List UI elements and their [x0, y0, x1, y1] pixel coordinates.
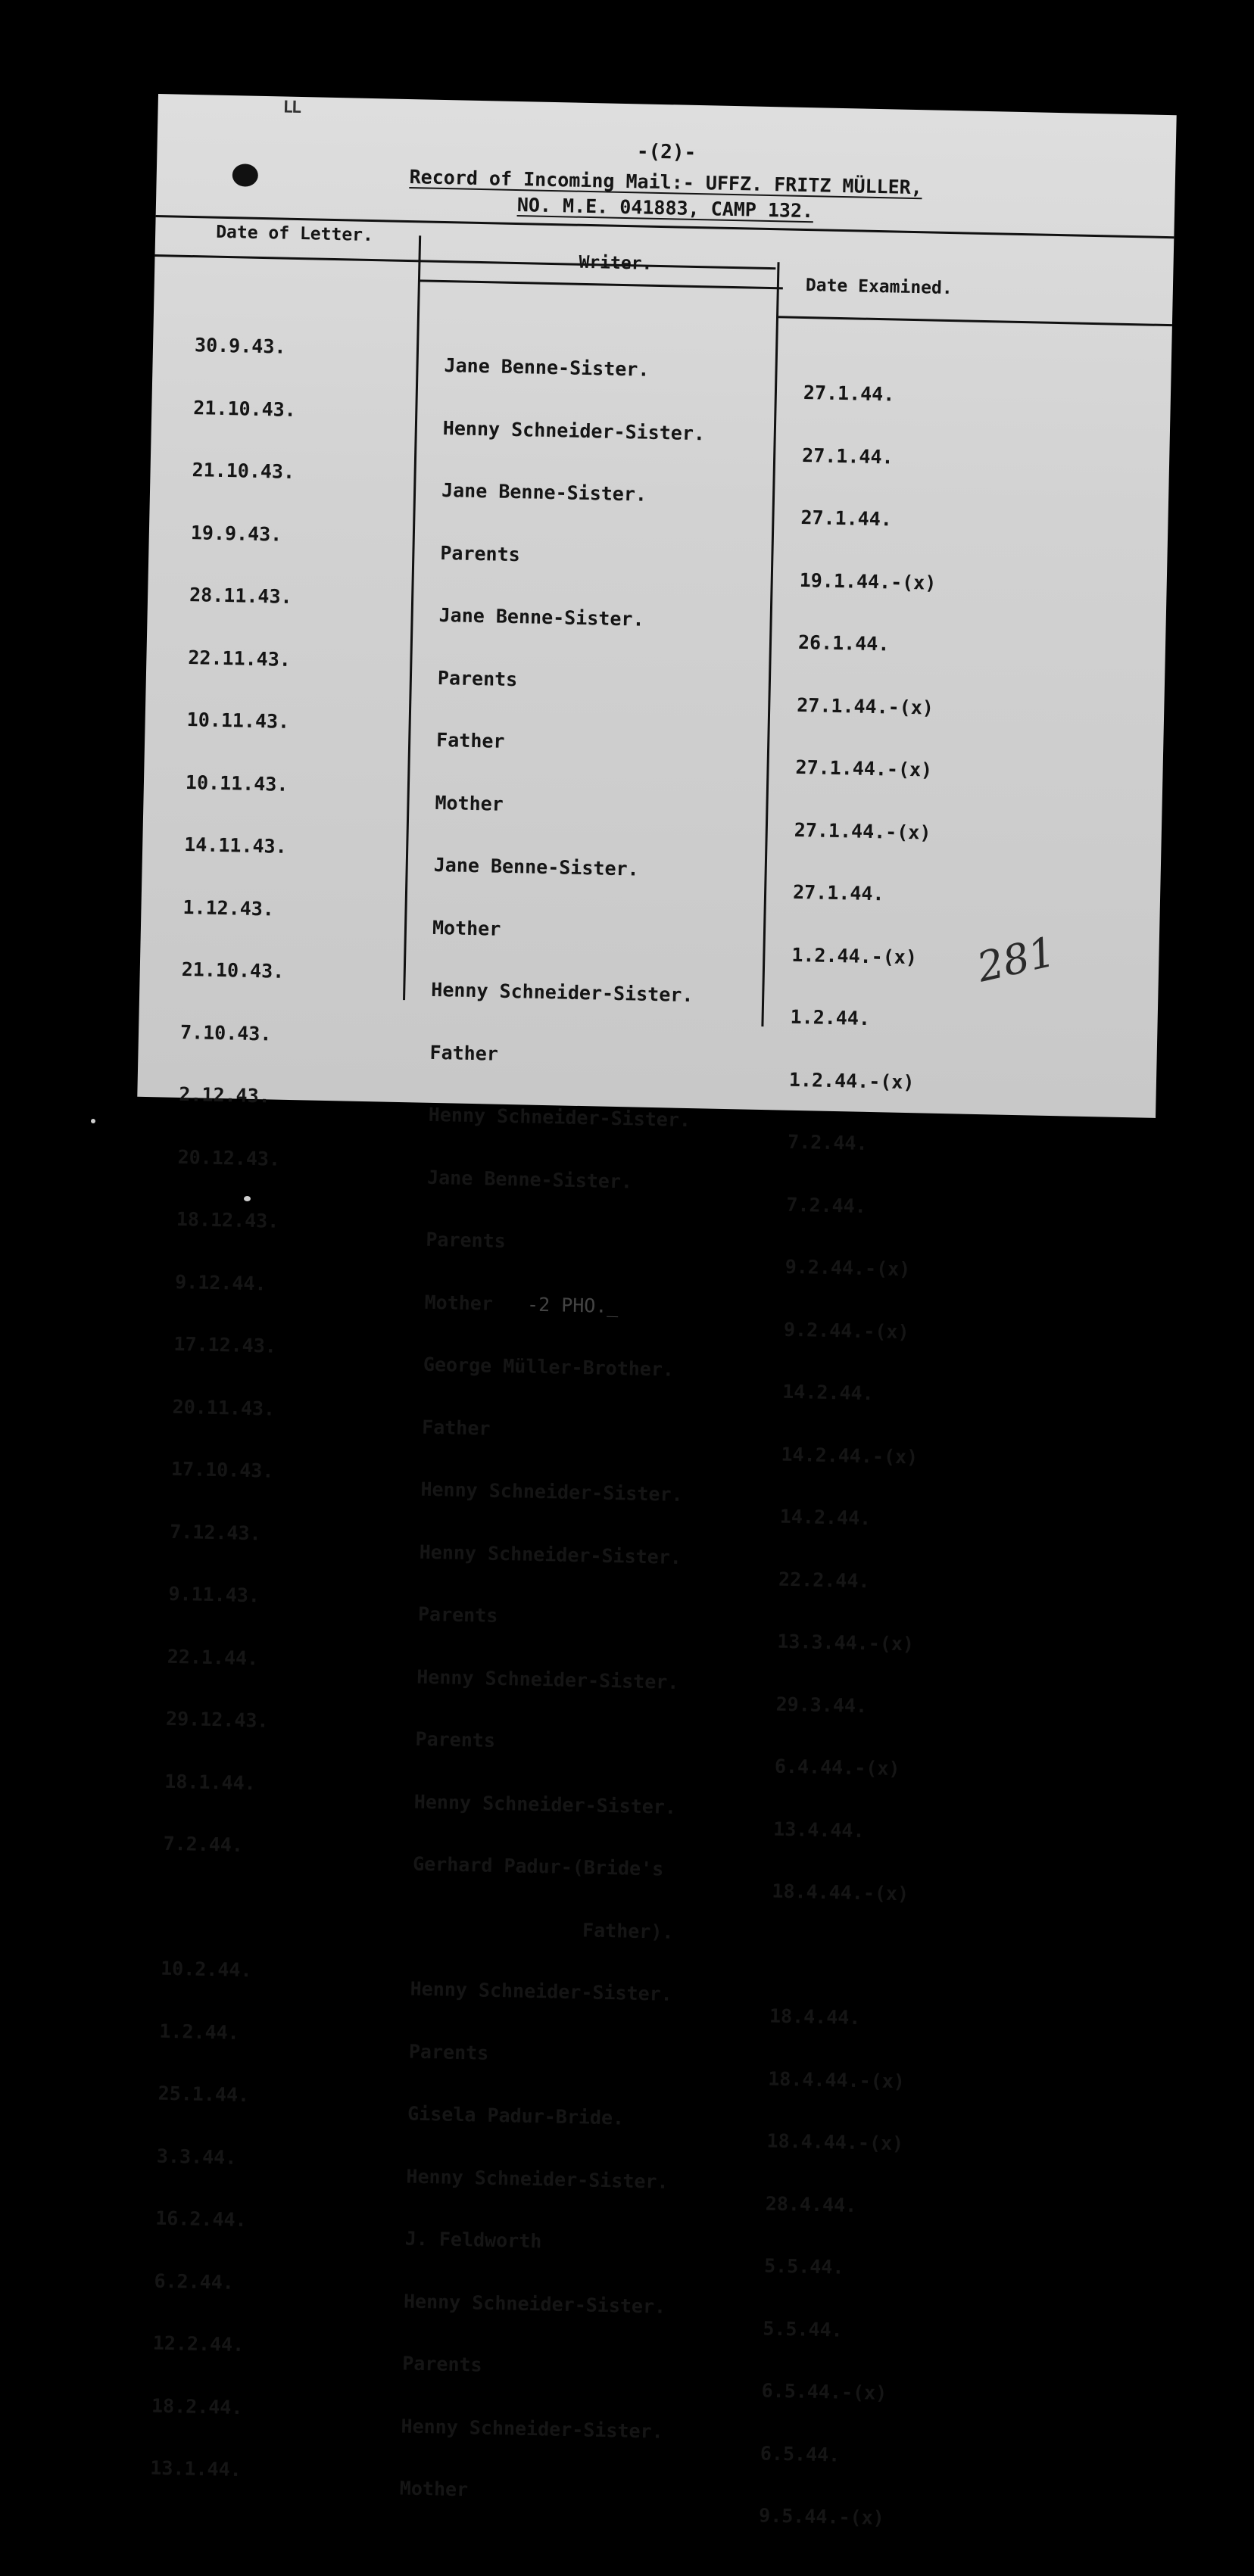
writer-column [398, 313, 778, 2547]
writer-name: Henny Schneider-Sister. [403, 2289, 666, 2318]
writer-name: Henny Schneider-Sister. [431, 978, 694, 1007]
letter-date: 6.2.44. [154, 2269, 235, 2294]
letter-date: 18.2.44. [151, 2394, 243, 2419]
exam-date: 26.1.44. [797, 631, 890, 656]
letter-date: 14.11.43. [183, 833, 288, 858]
letter-date: 28.11.43. [189, 584, 292, 608]
writer-name: George Müller-Brother. [423, 1353, 675, 1381]
exam-date: 18.4.44. [769, 2004, 861, 2029]
exam-date: 28.4.44. [765, 2191, 857, 2216]
letter-date: 21.10.43. [192, 459, 295, 483]
letter-date: 20.12.43. [177, 1145, 281, 1170]
writer-name: Jane Benne-Sister. [441, 479, 647, 506]
letter-date: 10.11.43. [186, 709, 290, 733]
writer-name: Parents [417, 1603, 498, 1627]
writer-name: Henny Schneider-Sister. [428, 1103, 691, 1132]
exam-date: 7.2.44. [787, 1130, 868, 1154]
exam-date-blank [770, 1943, 968, 1968]
letter-date: 20.11.43. [172, 1395, 276, 1420]
letter-date: 7.12.43. [169, 1520, 261, 1544]
writer-name: Henny Schneider-Sister. [401, 2414, 663, 2443]
letter-date: 17.10.43. [170, 1457, 274, 1482]
writer-name: Jane Benne-Sister. [444, 354, 650, 381]
exam-date: 14.2.44.-(x) [781, 1443, 919, 1468]
header-date-of-letter: Date of Letter. [215, 222, 374, 246]
column-divider-1 [403, 235, 421, 1000]
exam-date: 13.3.44.-(x) [777, 1630, 915, 1656]
document-sheet [137, 94, 1176, 2529]
exam-date: 27.1.44.-(x) [795, 755, 933, 781]
exam-date: 14.2.44. [779, 1505, 872, 1530]
letter-date-blank [162, 1895, 352, 1920]
writer-name: Mother [399, 2477, 469, 2501]
corner-mark: LL [282, 98, 301, 117]
letter-date: 16.2.44. [154, 2207, 247, 2232]
photo-note: -2 PHO._ [526, 1293, 619, 1317]
letter-date: 1.2.44. [159, 2020, 240, 2044]
writer-name: Parents [415, 1727, 496, 1752]
page-number: -(2)- [636, 140, 697, 164]
exam-date: 9.5.44.-(x) [758, 2504, 885, 2529]
exam-date: 18.4.44.-(x) [772, 1880, 909, 1905]
letter-date: 30.9.43. [194, 334, 286, 358]
date-of-letter-column [149, 293, 385, 2524]
writer-name: Henny Schneider-Sister. [419, 1540, 682, 1568]
exam-date: 1.2.44. [790, 1005, 871, 1030]
letter-date: 2.12.43. [179, 1082, 271, 1107]
exam-date: 6.4.44.-(x) [774, 1755, 900, 1780]
exam-date: 5.5.44. [763, 2316, 844, 2341]
writer-name-continuation: Father). [411, 1915, 674, 1943]
letter-date: 18.1.44. [164, 1770, 257, 1794]
writer-name: J. Feldworth [404, 2227, 542, 2253]
exam-date: 27.1.44. [800, 506, 893, 531]
writer-name: Jane Benne-Sister. [426, 1166, 633, 1192]
exam-date: 27.1.44. [792, 880, 884, 905]
letter-date: 13.1.44. [150, 2456, 242, 2481]
writer-name: Father [429, 1041, 499, 1065]
header-writer: Writer. [579, 252, 653, 274]
exam-date: 9.2.44.-(x) [783, 1318, 909, 1343]
writer-name: Mother [432, 916, 501, 940]
letter-date: 3.3.44. [156, 2145, 237, 2169]
letter-date: 9.12.44. [174, 1270, 267, 1294]
header-date-examined: Date Examined. [805, 276, 953, 299]
letter-date: 12.2.44. [152, 2331, 245, 2356]
exam-date: 27.1.44.-(x) [797, 693, 934, 719]
date-examined-column [758, 341, 1002, 2571]
letter-date: 17.12.43. [173, 1332, 277, 1357]
header-rule-middle [420, 279, 783, 289]
writer-name: Henny Schneider-Sister. [413, 1790, 677, 1818]
letter-date: 29.12.43. [165, 1707, 269, 1732]
exam-date: 18.4.44.-(x) [766, 2129, 904, 2155]
letter-date: 22.1.44. [167, 1645, 259, 1669]
letter-date: 1.12.43. [182, 896, 275, 920]
writer-name: Parents [437, 666, 518, 690]
writer-name: Parents [408, 2040, 489, 2064]
letter-date: 10.2.44. [160, 1957, 252, 1982]
letter-date: 25.1.44. [158, 2082, 250, 2107]
handwritten-page-number: 281 [972, 927, 1060, 992]
writer-name: Father [421, 1416, 491, 1440]
writer-name: Father [435, 728, 505, 752]
letter-date: 19.9.43. [190, 521, 282, 546]
exam-date: 1.2.44.-(x) [791, 943, 918, 968]
title-line-1: Record of Incoming Mail:- UFFZ. FRITZ MÜLLER, [409, 166, 923, 199]
writer-name: Parents [440, 541, 521, 565]
exam-date: 1.2.44.-(x) [788, 1068, 915, 1093]
writer-name: Henny Schneider-Sister. [416, 1665, 679, 1693]
writer-name: Parents [426, 1228, 507, 1252]
exam-date: 13.4.44. [772, 1818, 865, 1842]
letter-date: 22.11.43. [188, 646, 292, 671]
writer-name: Parents [402, 2352, 482, 2376]
letter-date: 9.11.43. [168, 1582, 260, 1607]
exam-date: 7.2.44. [786, 1193, 867, 1217]
exam-date: 18.4.44.-(x) [767, 2067, 906, 2092]
exam-date: 27.1.44. [801, 444, 894, 468]
letter-date: 10.11.43. [185, 771, 289, 796]
writer-name: Mother [424, 1291, 494, 1315]
writer-row-with-note [424, 1291, 757, 1319]
exam-date: 22.2.44. [778, 1568, 870, 1592]
title-line-2: NO. M.E. 041883, CAMP 132. [516, 194, 814, 223]
dust-speck [91, 1119, 95, 1123]
letter-date: 21.10.43. [193, 396, 297, 421]
letter-date: 21.10.43. [181, 958, 285, 983]
writer-name: Gerhard Padur-(Bride's [412, 1852, 664, 1880]
writer-name: Mother [435, 791, 504, 815]
writer-name: Gisela Padur-Bride. [407, 2102, 625, 2129]
exam-date: 5.5.44. [763, 2254, 844, 2279]
letter-date: 7.10.43. [179, 1020, 272, 1045]
exam-date: 27.1.44. [803, 381, 895, 406]
letter-date: 18.12.43. [176, 1207, 279, 1232]
writer-name: Henny Schneider-Sister. [410, 1977, 673, 2005]
exam-date: 9.2.44.-(x) [785, 1255, 911, 1281]
header-rule-right [778, 316, 1172, 326]
header-rule-left [155, 254, 776, 269]
exam-date: 14.2.44. [782, 1380, 875, 1405]
exam-date: 6.5.44. [760, 2441, 841, 2466]
exam-date: 19.1.44.-(x) [799, 568, 937, 594]
exam-date: 27.1.44.-(x) [794, 818, 931, 844]
exam-date: 29.3.44. [775, 1693, 868, 1717]
writer-name: Jane Benne-Sister. [433, 853, 639, 880]
letter-date: 7.2.44. [163, 1832, 244, 1856]
writer-name: Henny Schneider-Sister. [420, 1478, 683, 1506]
writer-name: Jane Benne-Sister. [438, 603, 644, 631]
writer-name: Henny Schneider-Sister. [442, 416, 706, 444]
writer-name: Henny Schneider-Sister. [406, 2165, 669, 2193]
exam-date: 6.5.44.-(x) [761, 2379, 887, 2404]
